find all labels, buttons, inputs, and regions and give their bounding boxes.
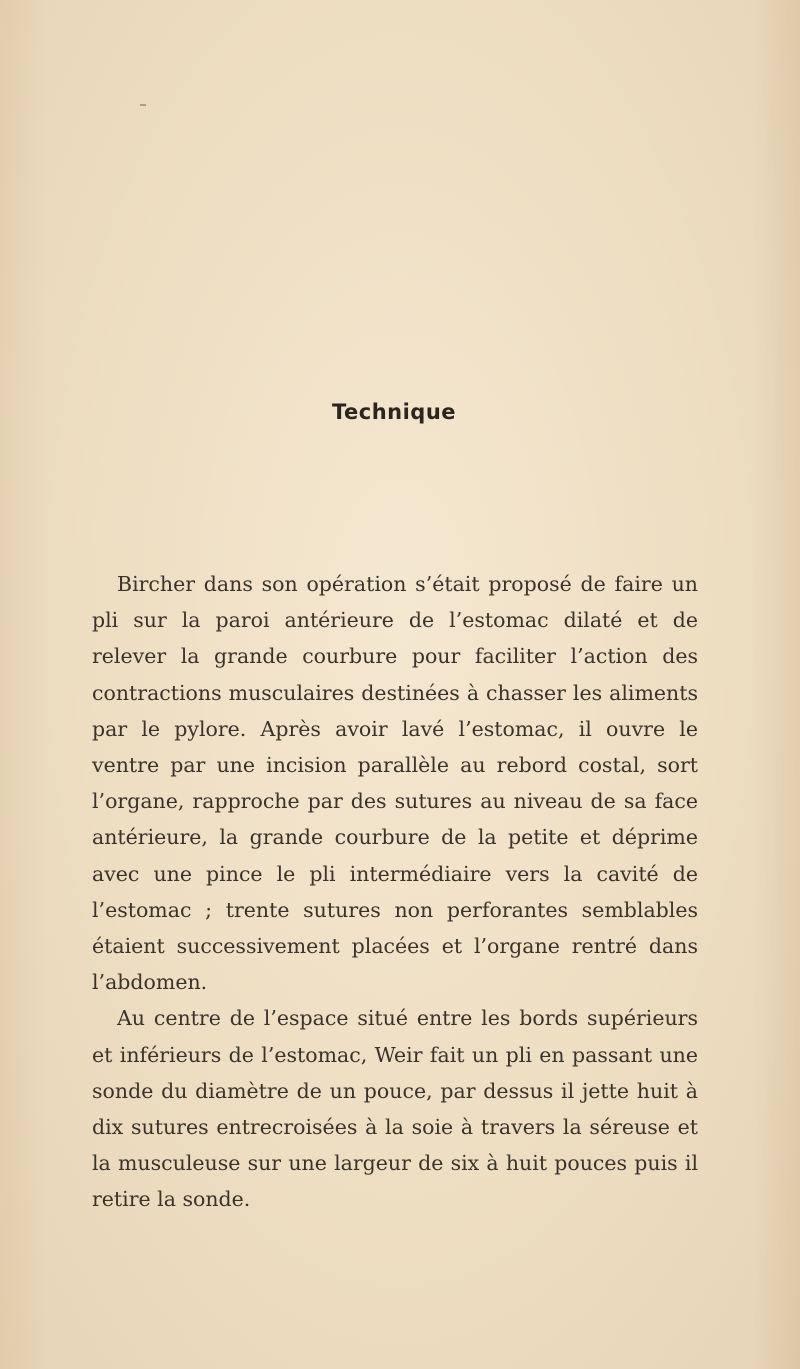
paragraph: Au centre de l’espace situé entre les bords supérieurs et inférieurs de l’estomac, Weir fait un pli en passant une sonde du diamètre de un pouce, par dessus il jette huit à dix sutures entrecroisées à la soie à travers la séreuse et la musculeuse sur une largeur de six à huit pouces puis il retire la sonde. bbox=[92, 1006, 698, 1212]
paragraph: Bircher dans son opération s’était proposé de faire un pli sur la paroi antérieure de l’estomac dilaté et de relever la grande courbure pour faciliter l’action des contractions musculaires destinées à chasser les aliments par le pylore. Après avoir lavé l’estomac, il ouvre le ventre par une incision parallèle au rebord costal, sort l’organe, rapproche par des sutures au niveau de sa face antérieure, la grande courbure de la petite et déprime avec une pince le pli intermédiaire vers la cavité de l’estomac ; trente sutures non perforantes semblables étaient successivement placées et l’organe rentré dans l’abdomen. bbox=[92, 572, 698, 995]
ink-mark bbox=[140, 104, 146, 106]
body-text bbox=[92, 566, 698, 1218]
section-heading: Technique bbox=[331, 400, 457, 424]
